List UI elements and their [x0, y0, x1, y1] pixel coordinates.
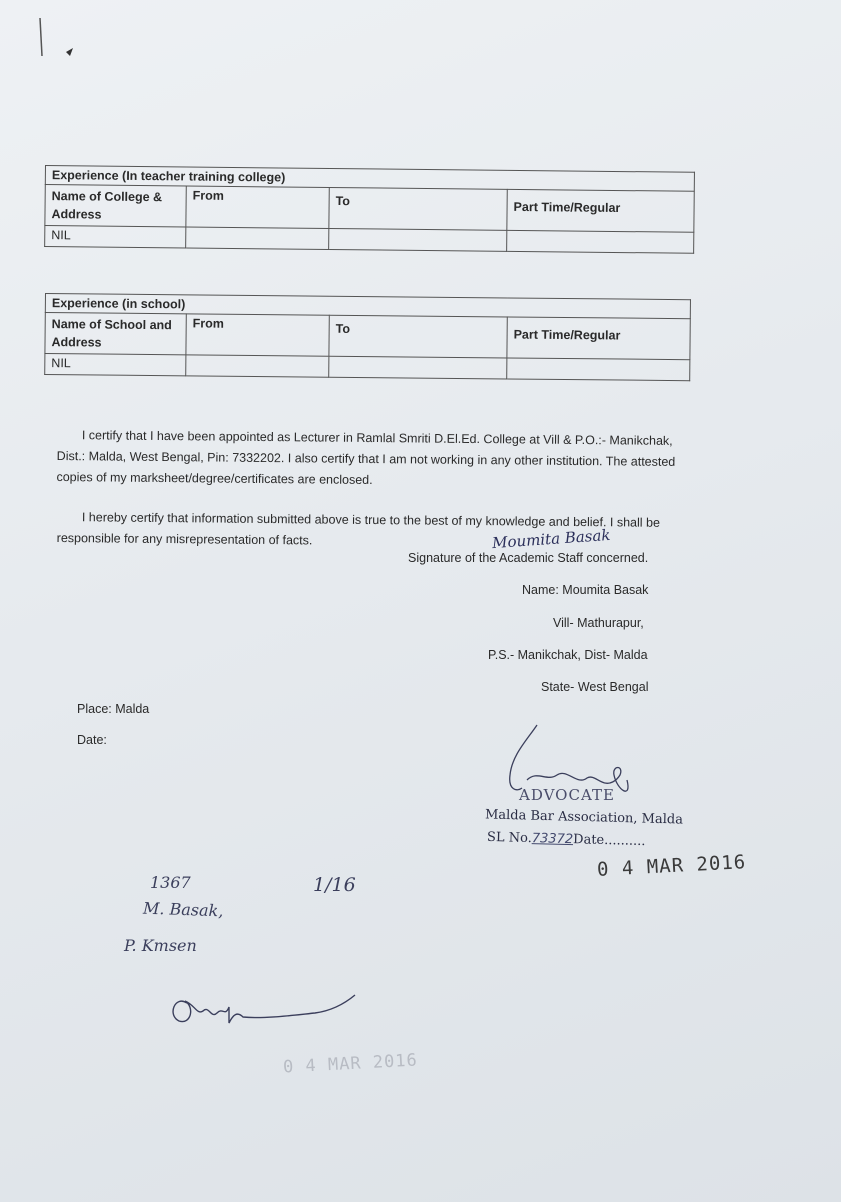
- column-header-to: To: [329, 187, 507, 230]
- date-suffix: Date..........: [572, 832, 646, 850]
- table-cell-empty: [507, 230, 694, 253]
- table-cell-empty: [329, 228, 507, 251]
- table-heading: Experience (In teacher training college): [45, 166, 694, 192]
- advocate-stamp: ADVOCATE: [519, 786, 615, 804]
- date-label: Date:: [77, 733, 107, 747]
- column-header-from: From: [186, 314, 329, 356]
- column-header-type: Part Time/Regular: [507, 317, 690, 360]
- table-cell-nil: NIL: [45, 354, 186, 376]
- column-header-to: To: [329, 315, 507, 358]
- school-experience-table: [44, 293, 691, 381]
- corner-pen-mark: [18, 8, 78, 68]
- declaration-paragraph: I hereby certify that information submitted above is true to the best of my knowledge and belief. I shall be responsible for any misrepresentation of facts.: [56, 509, 661, 547]
- teacher-college-experience-table: [44, 165, 695, 254]
- table-heading: Experience (in school): [45, 294, 690, 319]
- table-cell-nil: NIL: [45, 226, 186, 248]
- handwritten-name-2: P. Kmsen: [124, 936, 197, 955]
- handwritten-name-1: M. Basak,: [142, 898, 224, 921]
- bar-association-stamp: Malda Bar Association, Malda: [484, 807, 684, 828]
- serial-number-line: [487, 830, 646, 849]
- column-header-name: Name of College & Address: [45, 185, 186, 227]
- table-column-header-row: [45, 313, 690, 360]
- table-column-header-row: [45, 185, 694, 233]
- address-village: Vill- Mathurapur,: [553, 616, 644, 630]
- handwritten-signature: Moumita Basak: [491, 525, 611, 553]
- table-cell-empty: [507, 358, 690, 381]
- address-police-station: P.S.- Manikchak, Dist- Malda: [488, 648, 648, 662]
- staff-name: Name: Moumita Basak: [522, 583, 649, 597]
- handwritten-initials-scribble: [165, 985, 360, 1035]
- faint-date-stamp: 0 4 MAR 2016: [282, 1050, 419, 1078]
- handwritten-fraction: 1/16: [313, 874, 356, 896]
- handwritten-number: 1367: [150, 873, 191, 892]
- place-label: Place: Malda: [77, 702, 150, 716]
- column-header-from: From: [186, 186, 329, 228]
- certification-paragraph: I certify that I have been appointed as Lecturer in Ramlal Smriti D.El.Ed. College at Vill & P.O.:- Manikchak, Dist.: Malda, West Bengal, Pin: 7332202. I also certify that I am not working in any other institution. The attested copies of my marksheet/degree/certificates are enclosed.: [56, 427, 676, 487]
- date-stamp: 0 4 MAR 2016: [596, 851, 747, 881]
- column-header-name: Name of School and Address: [45, 313, 186, 355]
- serial-number: 73372: [531, 831, 574, 848]
- table-cell-empty: [186, 227, 329, 249]
- signature-caption: Signature of the Academic Staff concerned.: [408, 551, 649, 565]
- column-header-type: Part Time/Regular: [507, 189, 694, 232]
- table-cell-empty: [329, 356, 507, 379]
- serial-prefix: SL No.: [486, 829, 532, 847]
- address-state: State- West Bengal: [541, 680, 649, 694]
- table-cell-empty: [186, 355, 329, 377]
